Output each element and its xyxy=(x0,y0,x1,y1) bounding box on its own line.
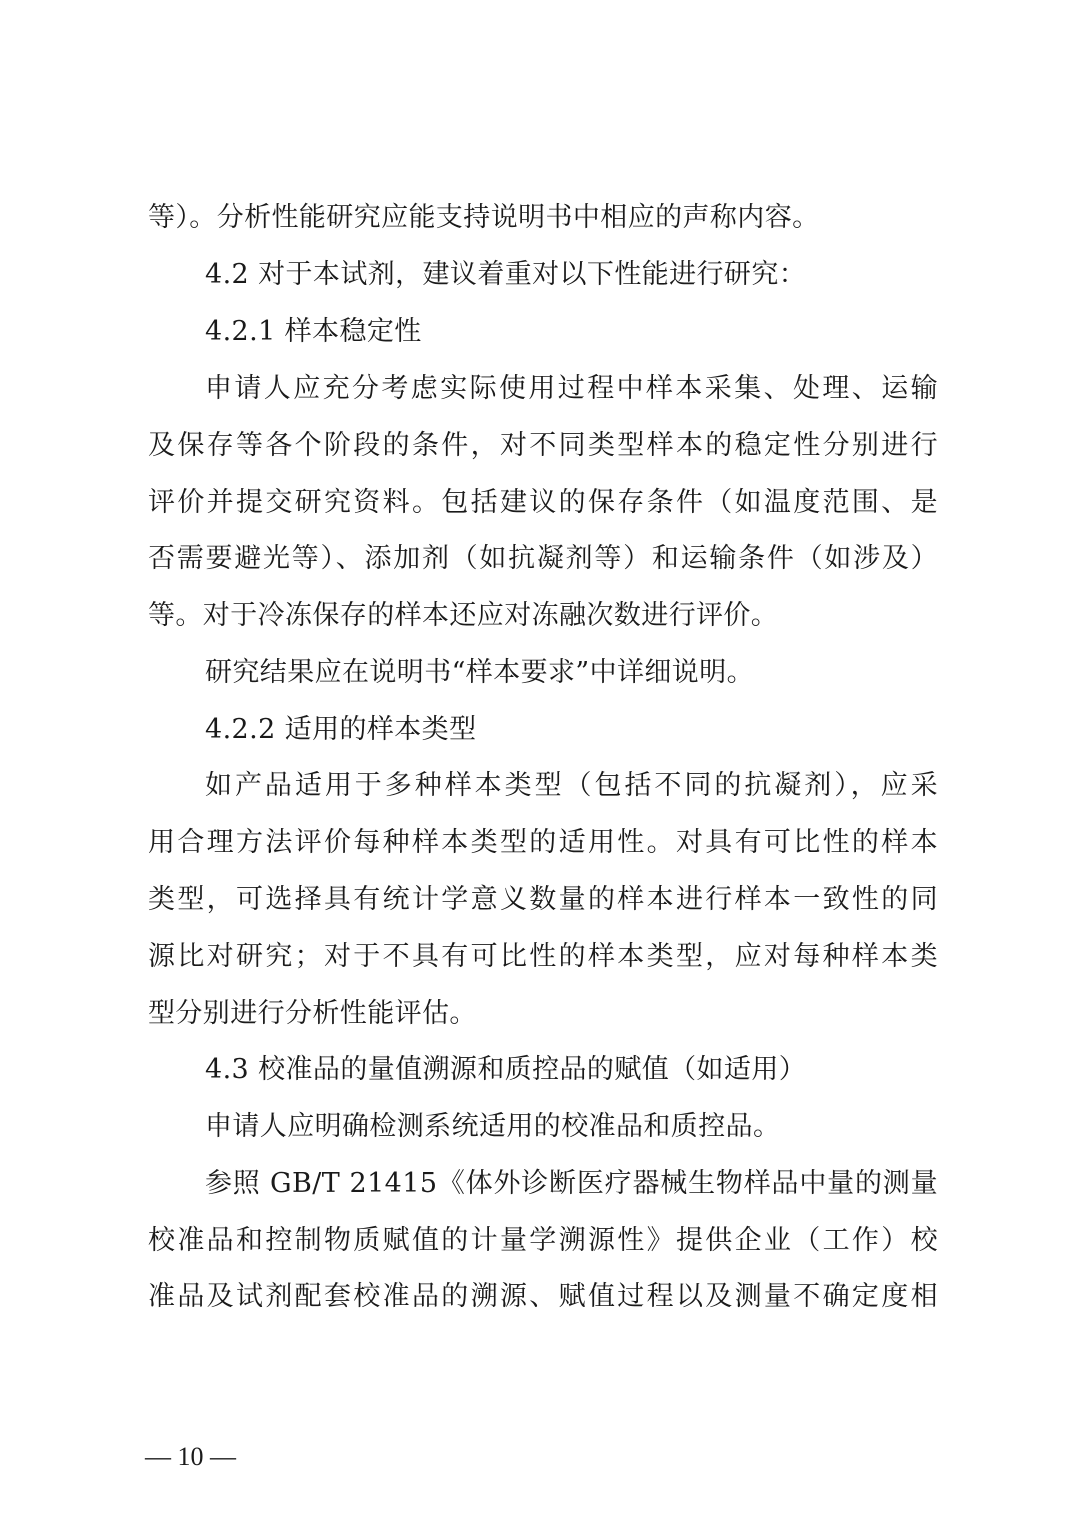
text-line: 等）。分析性能研究应能支持说明书中相应的声称内容。 xyxy=(148,202,820,233)
text-line: 等。对于冷冻保存的样本还应对冻融次数进行评价。 xyxy=(148,600,779,631)
section-heading: 4.2 对于本试剂，建议着重对以下性能进行研究： xyxy=(205,259,807,290)
page-number: — 10 — xyxy=(145,1442,236,1471)
text-line: 评价并提交研究资料。包括建议的保存条件（如温度范围、是 xyxy=(148,487,938,518)
text-line: 否需要避光等）、添加剂（如抗凝剂等）和运输条件（如涉及） xyxy=(148,543,938,574)
text-line: 类型，可选择具有统计学意义数量的样本进行样本一致性的同 xyxy=(148,884,938,915)
subsection-heading: 4.2.1 样本稳定性 xyxy=(205,316,422,347)
text-line: 准品及试剂配套校准品的溯源、赋值过程以及测量不确定度相 xyxy=(148,1281,938,1312)
text-line: 参照 GB/T 21415《体外诊断医疗器械生物样品中量的测量 xyxy=(205,1168,938,1199)
text-line: 如产品适用于多种样本类型（包括不同的抗凝剂），应采 xyxy=(205,770,938,801)
text-line: 校准品和控制物质赋值的计量学溯源性》提供企业（工作）校 xyxy=(148,1225,938,1256)
text-line: 申请人应充分考虑实际使用过程中样本采集、处理、运输 xyxy=(205,373,938,404)
text-line: 研究结果应在说明书“样本要求”中详细说明。 xyxy=(205,657,755,688)
text-line: 型分别进行分析性能评估。 xyxy=(148,998,477,1029)
text-line: 源比对研究；对于不具有可比性的样本类型，应对每种样本类 xyxy=(148,941,938,972)
text-line: 及保存等各个阶段的条件，对不同类型样本的稳定性分别进行 xyxy=(148,430,938,461)
subsection-heading: 4.2.2 适用的样本类型 xyxy=(205,714,477,745)
text-line: 申请人应明确检测系统适用的校准品和质控品。 xyxy=(205,1111,781,1142)
section-heading: 4.3 校准品的量值溯源和质控品的赋值（如适用） xyxy=(205,1054,807,1085)
text-line: 用合理方法评价每种样本类型的适用性。对具有可比性的样本 xyxy=(148,827,938,858)
